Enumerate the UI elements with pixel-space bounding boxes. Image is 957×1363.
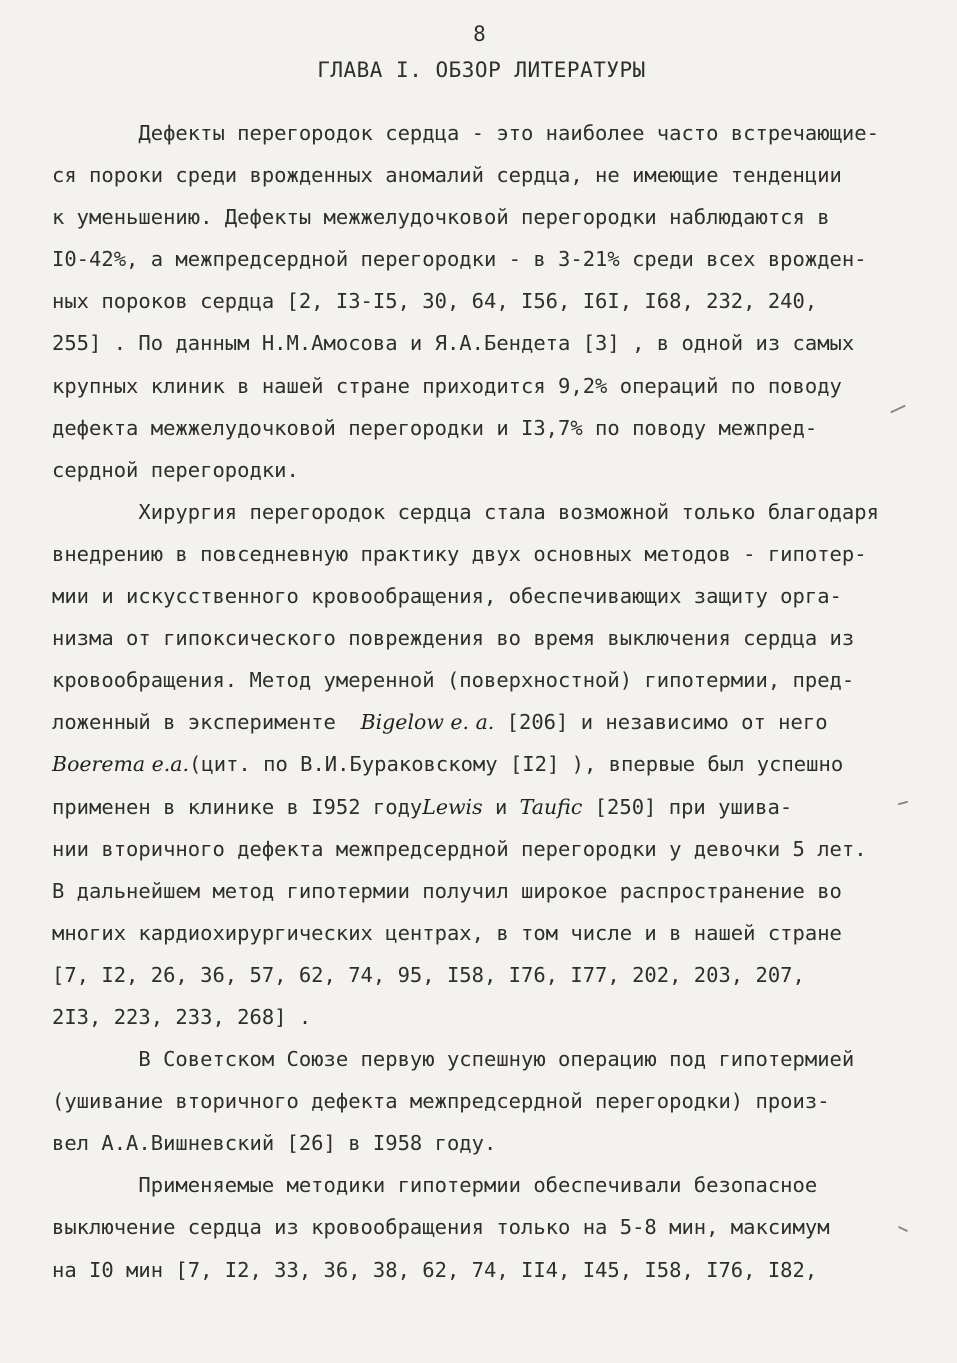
handwritten-bigelow: Bigelow e. a. (360, 710, 495, 735)
text-line: ных пороков сердца [2, I3-I5, 30, 64, I56, I6I, I68, 232, 240, (52, 289, 818, 314)
text-line: внедрению в повседневную практику двух основных методов - гипотер- (52, 541, 867, 566)
text-fragment: и (482, 794, 520, 819)
paragraph-1 (52, 112, 901, 491)
text-fragment: применен в клинике в I952 году (52, 794, 423, 819)
text-line: дефекта межжелудочковой перегородки и I3,7% по поводу межпред- (52, 415, 818, 440)
text-line-with-handwriting (52, 743, 901, 785)
text-line-with-handwriting (52, 701, 901, 743)
text-line: кровообращения. Метод умеренной (поверхностной) гипотермии, пред- (52, 668, 855, 693)
text-fragment: [250] при ушива- (582, 794, 793, 819)
handwritten-boerema: Boerema e.a. (52, 752, 190, 777)
paragraph-2 (52, 491, 901, 1038)
text-line: сердной перегородки. (52, 457, 299, 482)
text-line-with-handwriting (52, 786, 901, 828)
text-fragment: [206] и независимо от него (494, 710, 828, 735)
text-line: 255] . По данным Н.М.Амосова и Я.А.Бендета [3] , в одной из самых (52, 331, 855, 356)
text-line: Применяемые методики гипотермии обеспечивали безопасное (52, 1173, 818, 1198)
text-line: ся пороки среди врожденных аномалий сердца, не имеющие тенденции (52, 163, 842, 188)
paragraph-4 (52, 1164, 901, 1290)
text-line: (ушивание вторичного дефекта межпредсердной перегородки) произ- (52, 1089, 830, 1114)
text-line: [7, I2, 26, 36, 57, 62, 74, 95, I58, I76, I77, 202, 203, 207, (52, 962, 805, 987)
chapter-title: ГЛАВА I. ОБЗОР ЛИТЕРАТУРЫ (317, 58, 646, 82)
text-line: крупных клиник в нашей стране приходится 9,2% операций по поводу (52, 373, 842, 398)
text-fragment: ложенный в эксперименте (52, 710, 336, 735)
text-line: В Советском Союзе первую успешную операцию под гипотермией (52, 1047, 855, 1072)
handwritten-lewis: Lewis (422, 794, 483, 819)
text-line: В дальнейшем метод гипотермии получил широкое распространение во (52, 878, 842, 903)
page-number: 8 (473, 22, 486, 46)
handwritten-taufic: Taufic (519, 794, 583, 819)
text-line: низма от гипоксического повреждения во время выключения сердца из (52, 626, 855, 651)
text-line: Дефекты перегородок сердца - это наиболее часто встречающие- (52, 121, 879, 145)
text-line: к уменьшению. Дефекты межжелудочковой перегородки наблюдаются в (52, 205, 830, 230)
text-line: I0-42%, а межпредсердной перегородки - в 3-21% среди всех врожден- (52, 247, 867, 272)
text-line: Хирургия перегородок сердца стала возможной только благодаря (52, 499, 879, 524)
text-line: на I0 мин [7, I2, 33, 36, 38, 62, 74, II4, I45, I58, I76, I82, (52, 1257, 818, 1282)
text-line: 2I3, 223, 233, 268] . (52, 1004, 312, 1029)
text-fragment: (цит. по В.И.Бураковскому [I2] ), впервые был успешно (189, 752, 844, 777)
text-line: нии вторичного дефекта межпредсердной перегородки у девочки 5 лет. (52, 836, 867, 861)
text-line: выключение сердца из кровообращения только на 5-8 мин, максимум (52, 1215, 830, 1240)
text-line: мии и искусственного кровообращения, обеспечивающих защиту орга- (52, 584, 842, 609)
text-line: вел А.А.Вишневский [26] в I958 году. (52, 1131, 497, 1156)
text-line: многих кардиохирургических центрах, в том числе и в нашей стране (52, 920, 842, 945)
paragraph-3 (52, 1038, 901, 1164)
